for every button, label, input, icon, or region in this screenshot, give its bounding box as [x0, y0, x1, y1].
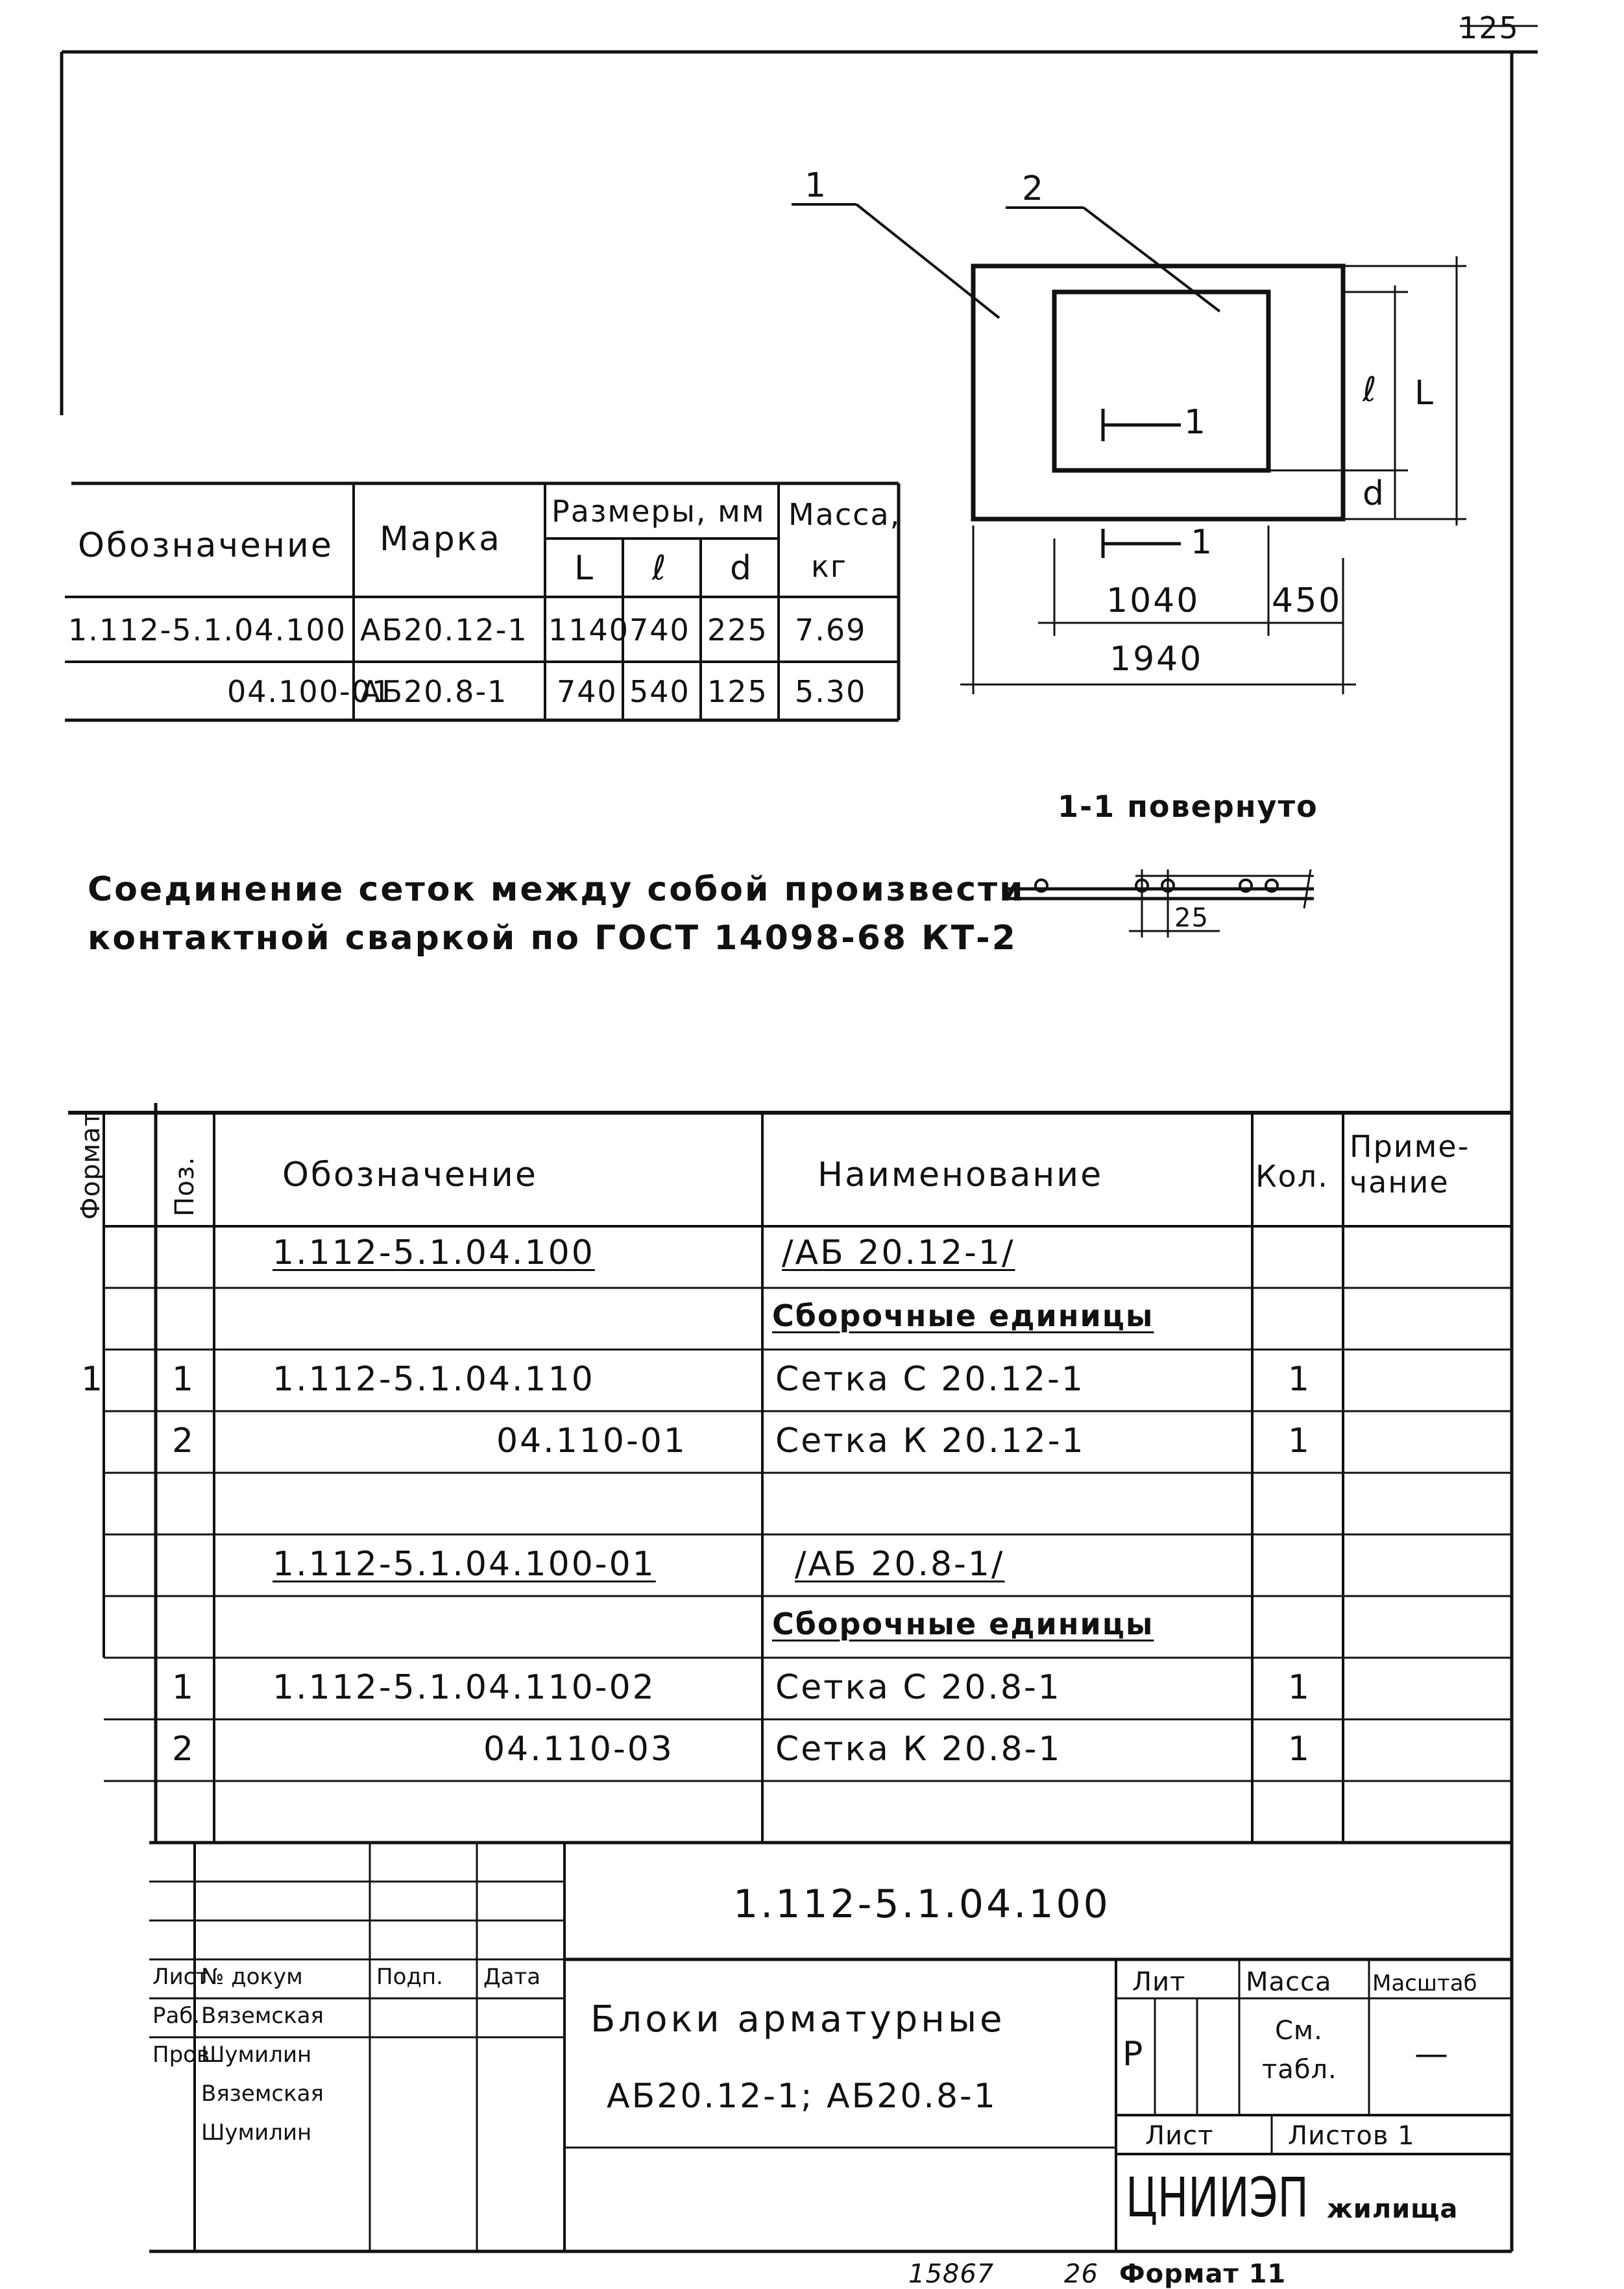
- dims-row-1-l: 740: [629, 612, 690, 648]
- spec-row-8-pos: 1: [172, 1668, 196, 1707]
- dims-header-mass: Масса,: [788, 497, 901, 532]
- staff-1-name: Вяземская: [201, 2003, 324, 2029]
- staff-3-name: Вяземская: [201, 2081, 324, 2107]
- spec-row-3-pos: 1: [172, 1360, 196, 1399]
- dims-row-1-d: 225: [707, 612, 768, 648]
- spec-row-3-designation: 1.112-5.1.04.110: [273, 1360, 595, 1399]
- lit-value: Р: [1122, 2035, 1145, 2074]
- drawing-label-1: 1: [805, 166, 829, 205]
- org-suffix: жилища: [1327, 2194, 1459, 2224]
- org-logo: ЦНИИЭП: [1126, 2166, 1309, 2229]
- dim-d-label: d: [1363, 474, 1387, 513]
- staff-2-name: Шумилин: [201, 2042, 312, 2068]
- dims-header-l: ℓ: [652, 549, 668, 588]
- spec-row-7-name: Сборочные единицы: [772, 1606, 1154, 1641]
- section-mark-bottom: 1: [1191, 523, 1215, 562]
- spec-row-2-name: Сборочные единицы: [772, 1298, 1154, 1333]
- dim-L-label: L: [1414, 374, 1435, 413]
- dims-row-1-mark: АБ20.12-1: [360, 612, 528, 648]
- sheet-label: Лист: [1145, 2121, 1214, 2151]
- mass-label: Масса: [1246, 1967, 1332, 1997]
- spec-row-9-designation: 04.110-03: [483, 1730, 674, 1769]
- dims-header-mark: Марка: [380, 520, 502, 559]
- sheets-label: Листов 1: [1288, 2121, 1415, 2151]
- stamp-header-doc: № докум: [201, 1964, 303, 1990]
- title-line-1: Блоки арматурные: [590, 1998, 1006, 2041]
- staff-2-role: Пров.: [152, 2042, 217, 2068]
- dim-1040: 1040: [1106, 581, 1200, 620]
- spec-row-3-name: Сетка С 20.12-1: [775, 1360, 1085, 1399]
- page-number: 125: [1459, 10, 1520, 45]
- footer-format: Формат 11: [1119, 2259, 1287, 2289]
- dims-row-1-designation: 1.112-5.1.04.100: [68, 612, 347, 648]
- spec-row-8-designation: 1.112-5.1.04.110-02: [273, 1668, 656, 1707]
- stamp-header-date: Дата: [483, 1964, 541, 1990]
- dim-l-label: ℓ: [1363, 370, 1379, 409]
- spec-row-1-designation: 1.112-5.1.04.100: [273, 1233, 595, 1272]
- spec-row-8-name: Сетка С 20.8-1: [775, 1668, 1061, 1707]
- mass-value-2: табл.: [1262, 2055, 1337, 2085]
- dims-row-2-l: 540: [629, 674, 690, 709]
- spec-row-9-qty: 1: [1288, 1730, 1312, 1769]
- dim-1940: 1940: [1109, 640, 1204, 679]
- spec-row-4-designation: 04.110-01: [496, 1422, 687, 1460]
- dims-header-mass-unit: кг: [811, 549, 847, 584]
- spec-header-pos: Поз.: [170, 1156, 200, 1217]
- note-line-2: контактной сваркой по ГОСТ 14098-68 КТ-2: [88, 919, 1017, 958]
- dims-row-1-mass: 7.69: [795, 612, 867, 648]
- stamp-header-sheet: Лист: [152, 1964, 209, 1990]
- section-mark-top: 1: [1184, 403, 1208, 442]
- dims-row-2-designation: 04.100-01: [227, 674, 393, 709]
- spec-header-note: Приме- чание: [1350, 1129, 1470, 1200]
- spec-row-9-name: Сетка К 20.8-1: [775, 1730, 1062, 1769]
- spec-row-4-qty: 1: [1288, 1422, 1312, 1460]
- dim-450: 450: [1272, 581, 1342, 620]
- title-line-2: АБ20.12-1; АБ20.8-1: [607, 2077, 997, 2116]
- scale-value: —: [1414, 2035, 1450, 2074]
- dims-row-2-mark: АБ20.8-1: [360, 674, 508, 709]
- doc-number: 1.112-5.1.04.100: [733, 1882, 1111, 1927]
- dims-row-2-d: 125: [707, 674, 768, 709]
- spec-row-1-name: /АБ 20.12-1/: [782, 1233, 1015, 1272]
- staff-4-name: Шумилин: [201, 2120, 312, 2146]
- staff-1-role: Раб.: [152, 2003, 200, 2029]
- dims-row-2-L: 740: [557, 674, 618, 709]
- spec-row-8-qty: 1: [1288, 1668, 1312, 1707]
- dims-header-d: d: [730, 549, 754, 588]
- lit-label: Лит: [1132, 1967, 1186, 1997]
- spec-row-6-designation: 1.112-5.1.04.100-01: [273, 1545, 656, 1584]
- spec-row-9-pos: 2: [172, 1730, 196, 1769]
- spec-row-3-qty: 1: [1288, 1360, 1312, 1399]
- footer-inv: 15867: [908, 2259, 995, 2289]
- drawing-label-2: 2: [1022, 169, 1046, 208]
- dims-header-L: L: [574, 549, 595, 588]
- dims-row-1-L: 1140: [548, 612, 630, 648]
- scale-label: Масштаб: [1372, 1970, 1477, 1996]
- dims-header-designation: Обозначение: [78, 526, 333, 565]
- dims-header-sizes: Размеры, мм: [551, 494, 766, 529]
- spec-header-name: Наименование: [818, 1156, 1104, 1194]
- spec-header-designation: Обозначение: [282, 1156, 538, 1194]
- mass-value-1: См.: [1275, 2016, 1323, 2046]
- spec-row-4-pos: 2: [172, 1422, 196, 1460]
- note-line-1: Соединение сеток между собой произвести: [88, 870, 1025, 909]
- spec-row-4-name: Сетка К 20.12-1: [775, 1422, 1085, 1460]
- footer-sheet-no: 26: [1064, 2259, 1098, 2289]
- dims-row-2-mass: 5.30: [795, 674, 867, 709]
- section-title: 1-1 повернуто: [1058, 789, 1318, 824]
- dim-25: 25: [1174, 903, 1209, 933]
- spec-header-format: Формат: [76, 1110, 106, 1220]
- spec-row-3-format: 1: [81, 1360, 105, 1399]
- spec-header-qty: Кол.: [1255, 1159, 1329, 1194]
- stamp-header-sign: Подп.: [376, 1964, 443, 1990]
- spec-row-6-name: /АБ 20.8-1/: [795, 1545, 1005, 1584]
